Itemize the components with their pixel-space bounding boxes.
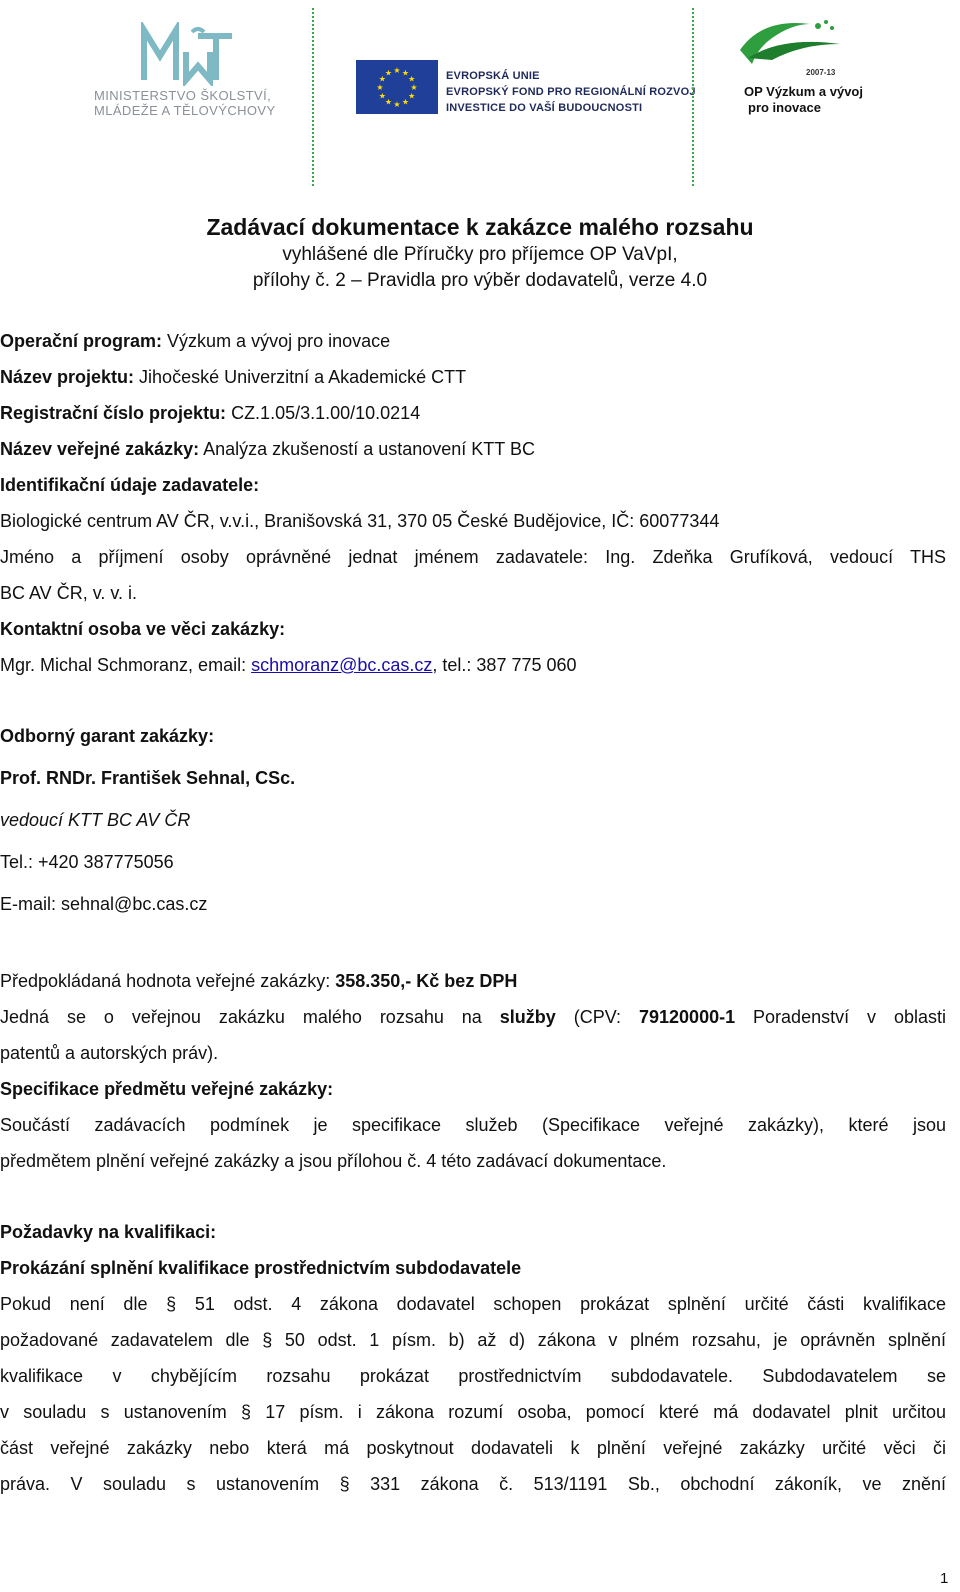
eu-star-icon: ★ <box>408 74 416 84</box>
value-amount: 358.350,- Kč bez DPH <box>335 971 518 991</box>
logo-strip <box>0 0 960 190</box>
contact-prefix: Mgr. Michal Schmoranz, email: <box>0 655 252 675</box>
eu-star-icon: ★ <box>378 74 386 84</box>
reg-label: Registrační číslo projektu: <box>0 403 227 423</box>
eu-star-icon: ★ <box>378 91 386 101</box>
qual-line-3: kvalifikace v chybějícím rozsahu prokázat prostřednictvím subdodavatele. Subdodavatelem se <box>0 1366 946 1386</box>
contact-person <box>0 654 946 676</box>
contact-email-link[interactable]: schmoranz@bc.cas.cz <box>251 655 433 675</box>
msmt-emblem-icon <box>140 22 236 86</box>
eu-line-2: EVROPSKÝ FOND PRO REGIONÁLNÍ ROZVOJ <box>446 86 696 98</box>
eu-star-icon: ★ <box>408 91 416 101</box>
logo-divider <box>692 8 694 186</box>
op-title <box>744 84 863 116</box>
op-year: 2007-13 <box>806 68 836 77</box>
spec-line-2: předmětem plnění veřejné zakázky a jsou přílohou č. 4 této zadávací dokumentace. <box>0 1151 667 1171</box>
eu-star-icon: ★ <box>401 68 410 78</box>
eu-star-icon: ★ <box>410 83 418 92</box>
eu-star-icon: ★ <box>393 100 401 109</box>
op-vavpi-swoosh-icon <box>732 14 852 74</box>
contract-label: Název veřejné zakázky: <box>0 439 200 459</box>
spec-label: Specifikace předmětu veřejné zakázky: <box>0 1079 334 1099</box>
contact-suffix: , tel.: 387 775 060 <box>432 655 577 675</box>
operational-program <box>0 330 946 352</box>
contract-value: Analýza zkušeností a ustanovení KTT BC <box>199 439 535 459</box>
eu-flag-icon <box>356 60 438 114</box>
document-subtitle-2: přílohy č. 2 – Pravidla pro výběr dodavatelů, verze 4.0 <box>252 270 708 291</box>
spec-line-1: Součástí zadávacích podmínek je specifikace služeb (Specifikace veřejné zakázky), které jsou <box>0 1115 946 1135</box>
contact-label: Kontaktní osoba ve věci zakázky: <box>0 619 286 639</box>
msmt-line-2: MLÁDEŽE A TĚLOVÝCHOVY <box>94 103 276 118</box>
reg-value: CZ.1.05/3.1.00/10.0214 <box>226 403 421 423</box>
eu-star-icon: ★ <box>384 68 393 78</box>
page-number: 1 <box>940 1570 949 1587</box>
ident-label: Identifikační údaje zadavatele: <box>0 475 260 495</box>
project-name <box>0 366 946 388</box>
qual-line-4: v souladu s ustanovením § 17 písm. i zákona rozumí osoba, pomocí které má dodavatel plnit určitou <box>0 1402 946 1422</box>
qual-subheading: Prokázání splnění kvalifikace prostřednictvím subdodavatele <box>0 1258 522 1278</box>
op-line-2: pro inovace <box>748 100 821 115</box>
document-title: Zadávací dokumentace k zakázce malého rozsahu <box>206 214 754 240</box>
eu-text <box>446 68 696 116</box>
qual-line-2: požadované zadavatelem dle § 50 odst. 1 písm. b) až d) zákona v plném rozsahu, je oprávněn splnění <box>0 1330 946 1350</box>
guarantor-label: Odborný garant zakázky: <box>0 726 215 746</box>
msmt-line-1: MINISTERSTVO ŠKOLSTVÍ, <box>94 88 272 103</box>
eu-star-icon: ★ <box>401 97 410 107</box>
guarantor-tel: Tel.: +420 387775056 <box>0 852 174 872</box>
estimated-value <box>0 970 946 992</box>
value-label: Předpokládaná hodnota veřejné zakázky: <box>0 971 336 991</box>
ident-value: Biologické centrum AV ČR, v.v.i., Branišovská 31, 370 05 České Budějovice, IČ: 60077344 <box>0 511 720 531</box>
authorized-person-line-2: BC AV ČR, v. v. i. <box>0 583 138 603</box>
guarantor-role: vedoucí KTT BC AV ČR <box>0 810 191 830</box>
qual-line-1: Pokud není dle § 51 odst. 4 zákona dodavatel schopen prokázat splnění určité části kvalifikace <box>0 1294 946 1314</box>
project-label: Název projektu: <box>0 367 135 387</box>
op-line-1: OP Výzkum a vývoj <box>744 84 863 99</box>
eu-star-icon: ★ <box>393 66 401 75</box>
guarantor-email: E-mail: sehnal@bc.cas.cz <box>0 894 208 914</box>
contract-name <box>0 438 946 460</box>
contract-type-line-2: patentů a autorských práv). <box>0 1043 219 1063</box>
qual-line-6: práva. V souladu s ustanovením § 331 zákona č. 513/1191 Sb., obchodní zákoník, ve znění <box>0 1474 946 1494</box>
eu-star-icon: ★ <box>376 83 384 92</box>
msmt-logo <box>94 22 284 122</box>
eu-star-icon: ★ <box>384 97 393 107</box>
registration-number <box>0 402 946 424</box>
guarantor-name: Prof. RNDr. František Sehnal, CSc. <box>0 768 296 788</box>
qual-label: Požadavky na kvalifikaci: <box>0 1222 217 1242</box>
document-subtitle-1: vyhlášené dle Příručky pro příjemce OP VaVpI, <box>282 244 678 265</box>
logo-divider <box>312 8 314 186</box>
authorized-person-line-1: Jméno a příjmení osoby oprávněné jednat jménem zadavatele: Ing. Zdeňka Grufíková, vedoucí THS <box>0 547 946 567</box>
op-label: Operační program: <box>0 331 163 351</box>
qual-line-5: část veřejné zakázky nebo která má poskytnout dodavateli k plnění veřejné zakázky určité věci či <box>0 1438 946 1458</box>
eu-line-3: INVESTICE DO VAŠÍ BUDOUCNOSTI <box>446 102 643 114</box>
contract-type-line-1: Jedná se o veřejnou zakázku malého rozsahu na služby (CPV: 79120000-1 Poradenství v oblasti <box>0 1007 946 1027</box>
op-value: Výzkum a vývoj pro inovace <box>162 331 391 351</box>
project-value: Jihočeské Univerzitní a Akademické CTT <box>134 367 467 387</box>
eu-line-1: EVROPSKÁ UNIE <box>446 70 540 82</box>
